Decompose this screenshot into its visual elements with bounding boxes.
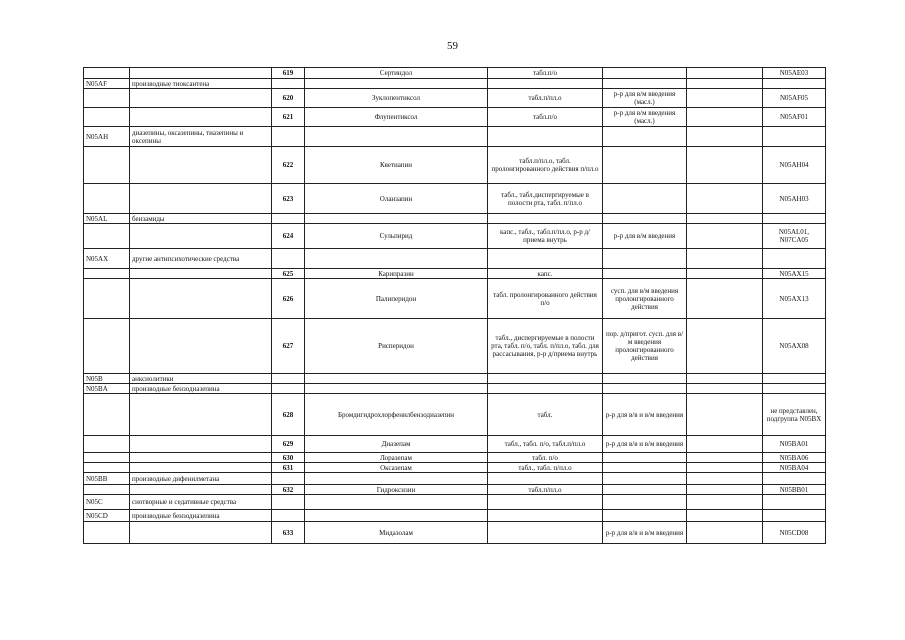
table-row <box>84 127 826 147</box>
row-number: 623 <box>272 184 305 214</box>
row-number: 631 <box>272 463 305 473</box>
atc-group-code <box>84 394 130 436</box>
injection-form <box>603 473 687 485</box>
atc-group-code <box>84 224 130 249</box>
atc-group-name: производные тиоксантена <box>130 79 272 89</box>
atc-group-name <box>130 224 272 249</box>
drug-name <box>305 374 488 384</box>
row-number: 624 <box>272 224 305 249</box>
atc-group-name: другие антипсихотические средства <box>130 249 272 269</box>
extra-cell <box>687 214 763 224</box>
drug-name: Оланзапин <box>305 184 488 214</box>
atc-code <box>763 473 826 485</box>
row-number: 620 <box>272 89 305 108</box>
drug-name <box>305 79 488 89</box>
atc-code: N05BA01 <box>763 436 826 453</box>
drug-name: Сульпирид <box>305 224 488 249</box>
row-number <box>272 214 305 224</box>
drug-name <box>305 495 488 510</box>
drug-name <box>305 127 488 147</box>
extra-cell <box>687 522 763 544</box>
atc-group-code: N05C <box>84 495 130 510</box>
extra-cell <box>687 89 763 108</box>
dosage-form: капс. <box>488 269 603 279</box>
dosage-form <box>488 510 603 522</box>
row-number <box>272 127 305 147</box>
atc-group-code <box>84 147 130 184</box>
dosage-form <box>488 473 603 485</box>
dosage-form: табл., диспергируемые в полости рта, табл. п/о, табл. п/пл.о, табл. для рассасывания, р-р д/приема внутрь <box>488 319 603 374</box>
atc-code: не представлен, подгруппа N05BX <box>763 394 826 436</box>
atc-code <box>763 127 826 147</box>
row-number <box>272 79 305 89</box>
atc-code <box>763 214 826 224</box>
injection-form <box>603 147 687 184</box>
row-number: 629 <box>272 436 305 453</box>
dosage-form: табл. пролонгированного действия п/о <box>488 279 603 319</box>
dosage-form: табл., табл. п/пл.о <box>488 463 603 473</box>
atc-code: N05AF05 <box>763 89 826 108</box>
table-row <box>84 485 826 495</box>
atc-group-code <box>84 453 130 463</box>
dosage-form <box>488 384 603 394</box>
injection-form: р-р для в/в и в/м введения <box>603 436 687 453</box>
dosage-form: табл.п/пл.о <box>488 89 603 108</box>
atc-group-code: N05AL <box>84 214 130 224</box>
table-row <box>84 374 826 384</box>
table-row <box>84 214 826 224</box>
injection-form: р-р для в/в и в/м введения <box>603 394 687 436</box>
atc-code: N05AE03 <box>763 68 826 79</box>
drug-name: Гидроксизин <box>305 485 488 495</box>
atc-code <box>763 374 826 384</box>
atc-group-name: диазепины, оксазепины, тиазепины и оксепины <box>130 127 272 147</box>
atc-group-name <box>130 485 272 495</box>
extra-cell <box>687 127 763 147</box>
atc-group-code: N05AX <box>84 249 130 269</box>
atc-group-code: N05BA <box>84 384 130 394</box>
dosage-form <box>488 79 603 89</box>
atc-group-name: снотворные и седативные средства <box>130 495 272 510</box>
table-row <box>84 463 826 473</box>
table-row <box>84 184 826 214</box>
atc-group-code <box>84 485 130 495</box>
injection-form <box>603 485 687 495</box>
dosage-form <box>488 374 603 384</box>
atc-group-code <box>84 463 130 473</box>
extra-cell <box>687 374 763 384</box>
atc-group-name: бензамиды <box>130 214 272 224</box>
injection-form: р-р для в/м введения <box>603 224 687 249</box>
page-number: 59 <box>447 40 458 52</box>
atc-group-name <box>130 279 272 319</box>
extra-cell <box>687 108 763 127</box>
row-number: 619 <box>272 68 305 79</box>
table-row <box>84 108 826 127</box>
table-row <box>84 495 826 510</box>
drug-name: Мидазолам <box>305 522 488 544</box>
extra-cell <box>687 147 763 184</box>
atc-group-name <box>130 463 272 473</box>
table-row <box>84 453 826 463</box>
injection-form <box>603 374 687 384</box>
row-number: 632 <box>272 485 305 495</box>
table-row <box>84 319 826 374</box>
extra-cell <box>687 485 763 495</box>
row-number: 628 <box>272 394 305 436</box>
table-row <box>84 473 826 485</box>
extra-cell <box>687 319 763 374</box>
row-number <box>272 473 305 485</box>
drug-table <box>83 67 826 544</box>
atc-code: N05BA04 <box>763 463 826 473</box>
atc-group-code <box>84 522 130 544</box>
injection-form <box>603 384 687 394</box>
atc-group-code <box>84 89 130 108</box>
atc-group-code <box>84 269 130 279</box>
injection-form <box>603 510 687 522</box>
injection-form: р-р для в/в и в/м введения <box>603 522 687 544</box>
atc-group-name <box>130 319 272 374</box>
atc-group-code: N05CD <box>84 510 130 522</box>
extra-cell <box>687 510 763 522</box>
atc-code: N05AL01, N07CA05 <box>763 224 826 249</box>
atc-code <box>763 79 826 89</box>
dosage-form: табл.п/о <box>488 108 603 127</box>
injection-form <box>603 249 687 269</box>
injection-form: сусп. для в/м введения пролонгированного действия <box>603 279 687 319</box>
injection-form <box>603 495 687 510</box>
drug-name: Флупентиксол <box>305 108 488 127</box>
injection-form <box>603 68 687 79</box>
atc-group-code: N05AH <box>84 127 130 147</box>
atc-code: N05AH03 <box>763 184 826 214</box>
table-row <box>84 147 826 184</box>
atc-group-name <box>130 89 272 108</box>
dosage-form: табл. <box>488 394 603 436</box>
drug-name: Сертиндол <box>305 68 488 79</box>
table-row <box>84 279 826 319</box>
table-row <box>84 79 826 89</box>
atc-group-name <box>130 184 272 214</box>
atc-code: N05AX08 <box>763 319 826 374</box>
table-row <box>84 384 826 394</box>
atc-group-code <box>84 279 130 319</box>
injection-form <box>603 453 687 463</box>
dosage-form: капс., табл., табл.п/пл.о, р-р д/приема внутрь <box>488 224 603 249</box>
extra-cell <box>687 453 763 463</box>
row-number: 630 <box>272 453 305 463</box>
injection-form <box>603 463 687 473</box>
injection-form <box>603 184 687 214</box>
row-number: 627 <box>272 319 305 374</box>
injection-form: р-р для в/м введения (масл.) <box>603 89 687 108</box>
atc-group-code <box>84 108 130 127</box>
atc-group-code <box>84 436 130 453</box>
injection-form <box>603 269 687 279</box>
row-number <box>272 374 305 384</box>
atc-code: N05BA06 <box>763 453 826 463</box>
drug-name: Карипразин <box>305 269 488 279</box>
row-number <box>272 249 305 269</box>
dosage-form: табл., табл.диспергируемые в полости рта, табл. п/пл.о <box>488 184 603 214</box>
table-row <box>84 269 826 279</box>
row-number: 626 <box>272 279 305 319</box>
injection-form <box>603 127 687 147</box>
drug-name: Лоразепам <box>305 453 488 463</box>
atc-code: N05CD08 <box>763 522 826 544</box>
atc-group-code: N05B <box>84 374 130 384</box>
atc-code <box>763 510 826 522</box>
atc-code: N05AF01 <box>763 108 826 127</box>
atc-code: N05BB01 <box>763 485 826 495</box>
table-row <box>84 522 826 544</box>
atc-group-name <box>130 269 272 279</box>
row-number <box>272 495 305 510</box>
atc-group-code <box>84 184 130 214</box>
table-row <box>84 394 826 436</box>
dosage-form <box>488 214 603 224</box>
row-number: 621 <box>272 108 305 127</box>
table-row <box>84 68 826 79</box>
atc-group-name <box>130 522 272 544</box>
atc-group-name <box>130 436 272 453</box>
atc-group-name: производные дифенилметана <box>130 473 272 485</box>
drug-name <box>305 510 488 522</box>
drug-name: Палиперидон <box>305 279 488 319</box>
row-number: 622 <box>272 147 305 184</box>
extra-cell <box>687 224 763 249</box>
dosage-form <box>488 495 603 510</box>
injection-form <box>603 214 687 224</box>
extra-cell <box>687 463 763 473</box>
extra-cell <box>687 436 763 453</box>
atc-code: N05AH04 <box>763 147 826 184</box>
injection-form: пор. д/пригот. сусп. для в/м введения пролонгированного действия <box>603 319 687 374</box>
table-row <box>84 224 826 249</box>
table-row <box>84 249 826 269</box>
table-row <box>84 436 826 453</box>
atc-group-name: производные бензодиазепина <box>130 384 272 394</box>
dosage-form: табл.п/пл.о <box>488 485 603 495</box>
atc-group-code: N05AF <box>84 79 130 89</box>
extra-cell <box>687 495 763 510</box>
atc-group-name <box>130 394 272 436</box>
row-number: 633 <box>272 522 305 544</box>
table-row <box>84 89 826 108</box>
atc-code: N05AX13 <box>763 279 826 319</box>
atc-group-name <box>130 147 272 184</box>
dosage-form: табл.п/о <box>488 68 603 79</box>
atc-group-name <box>130 453 272 463</box>
dosage-form <box>488 127 603 147</box>
extra-cell <box>687 269 763 279</box>
dosage-form <box>488 249 603 269</box>
dosage-form <box>488 522 603 544</box>
extra-cell <box>687 473 763 485</box>
atc-group-code <box>84 68 130 79</box>
drug-name: Рисперидон <box>305 319 488 374</box>
dosage-form: табл. п/о <box>488 453 603 463</box>
row-number <box>272 384 305 394</box>
row-number <box>272 510 305 522</box>
extra-cell <box>687 68 763 79</box>
atc-group-code: N05BB <box>84 473 130 485</box>
atc-code <box>763 495 826 510</box>
dosage-form: табл., табл. п/о, табл.п/пл.о <box>488 436 603 453</box>
extra-cell <box>687 249 763 269</box>
drug-name: Оксазепам <box>305 463 488 473</box>
drug-name: Бромдигидрохлорфенилбензодиазепин <box>305 394 488 436</box>
atc-group-name: анксиолитики <box>130 374 272 384</box>
atc-group-code <box>84 319 130 374</box>
row-number: 625 <box>272 269 305 279</box>
drug-name: Кветиапин <box>305 147 488 184</box>
table-row <box>84 510 826 522</box>
drug-name: Зуклопентиксол <box>305 89 488 108</box>
injection-form: р-р для в/м введения (масл.) <box>603 108 687 127</box>
atc-group-name <box>130 108 272 127</box>
drug-name <box>305 473 488 485</box>
extra-cell <box>687 279 763 319</box>
dosage-form: табл.п/пл.о, табл. пролонгированного действия п/пл.о <box>488 147 603 184</box>
drug-name <box>305 249 488 269</box>
injection-form <box>603 79 687 89</box>
table-body <box>84 68 826 544</box>
drug-name <box>305 214 488 224</box>
drug-name <box>305 384 488 394</box>
atc-code <box>763 384 826 394</box>
atc-code: N05AX15 <box>763 269 826 279</box>
atc-group-name: производные бензодиазепина <box>130 510 272 522</box>
extra-cell <box>687 184 763 214</box>
extra-cell <box>687 79 763 89</box>
atc-group-name <box>130 68 272 79</box>
atc-code <box>763 249 826 269</box>
drug-name: Диазепам <box>305 436 488 453</box>
extra-cell <box>687 394 763 436</box>
extra-cell <box>687 384 763 394</box>
